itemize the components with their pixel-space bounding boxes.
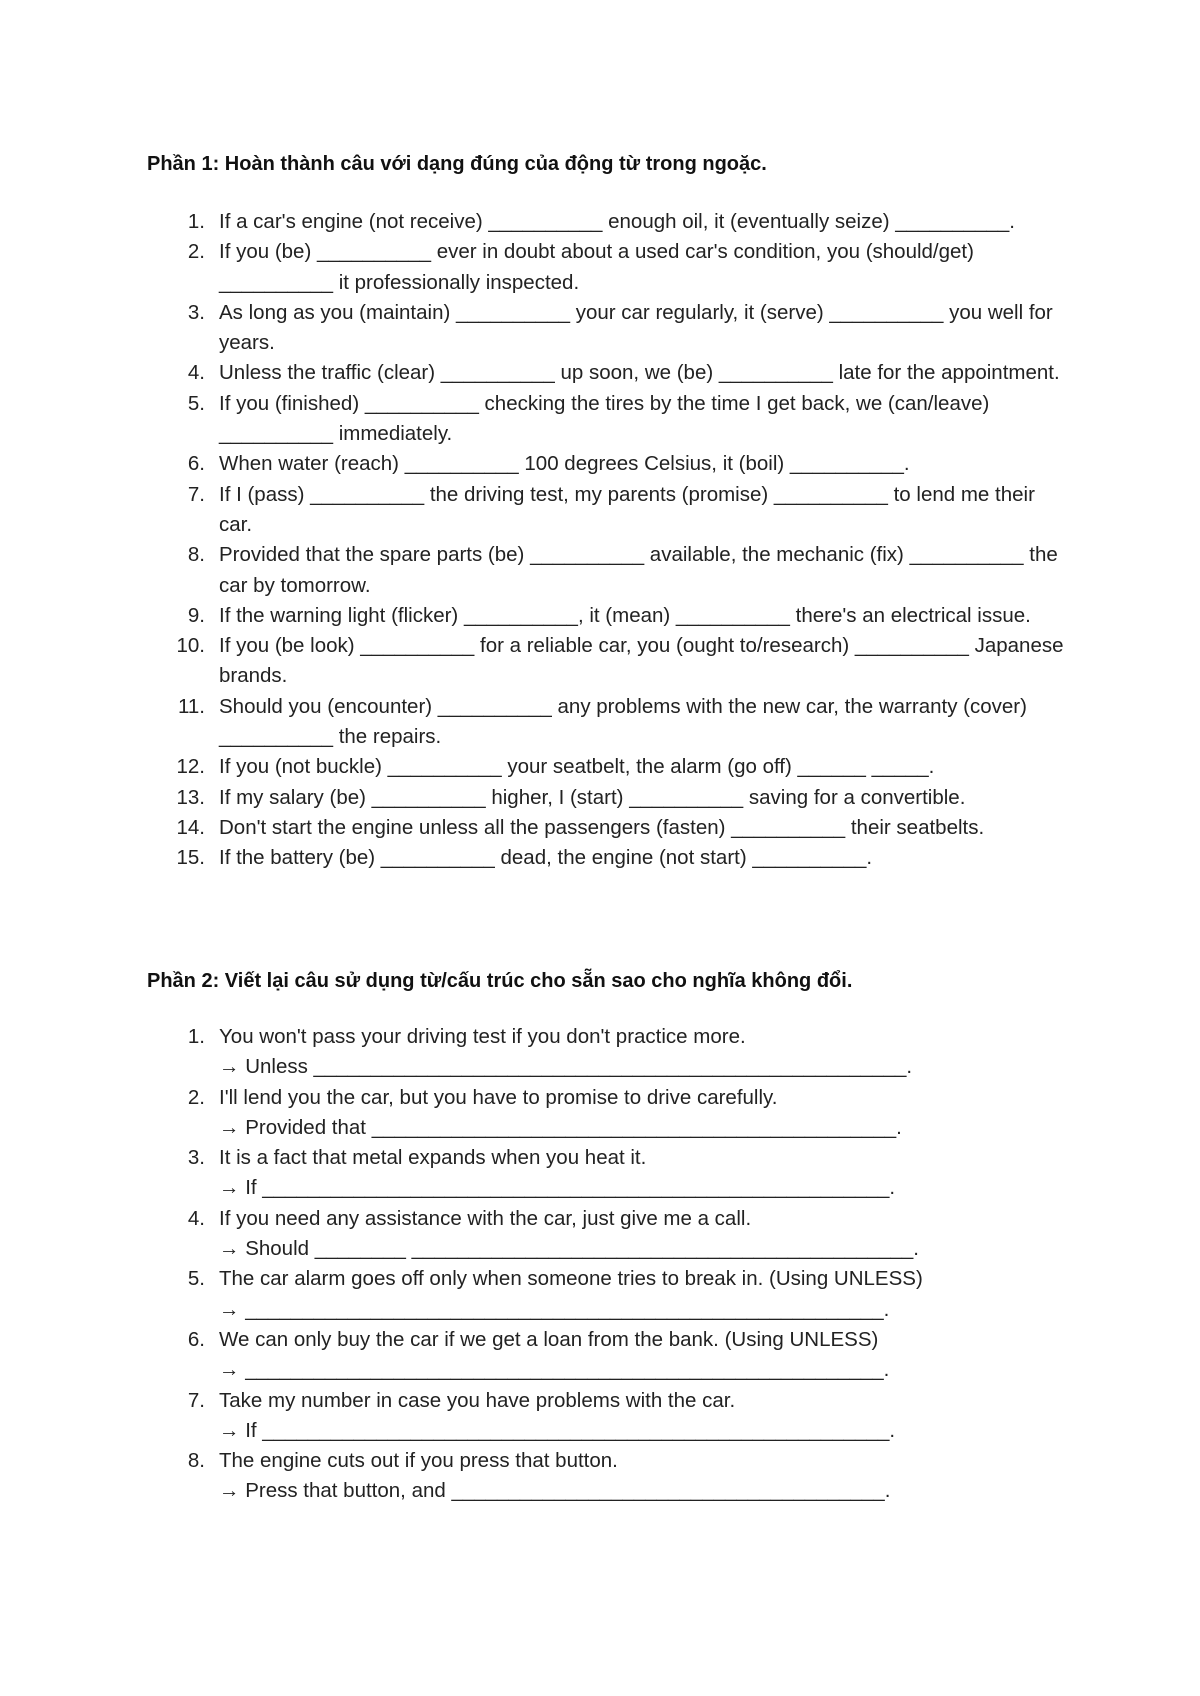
- part2-item-6: [147, 1325, 1067, 1386]
- item-answer-line: → ________________________________________________________.: [219, 1358, 890, 1382]
- item-sentence: You won't pass your driving test if you don't practice more.: [219, 1025, 746, 1048]
- part1-item-10: [147, 631, 1067, 692]
- part1-item-3: [147, 298, 1067, 359]
- item-answer-line: → Unless ____________________________________________________.: [219, 1055, 913, 1079]
- item-text: As long as you (maintain) __________ your car regularly, it (serve) __________ you well for years.: [219, 300, 1053, 355]
- part2-heading: Phần 2: Viết lại câu sử dụng từ/cấu trúc cho sẵn sao cho nghĩa không đổi.: [147, 970, 853, 992]
- item-text: If my salary (be) __________ higher, I (start) __________ saving for a convertible.: [219, 785, 966, 809]
- item-text: If you (finished) __________ checking the tires by the time I get back, we (can/leave) __________ immediately.: [219, 391, 990, 446]
- item-number: 4.: [187, 1206, 205, 1230]
- part2-item-3: [147, 1143, 1067, 1204]
- item-text: If you (be look) __________ for a reliable car, you (ought to/research) __________ Japanese brands.: [219, 634, 1064, 688]
- item-text: Don't start the engine unless all the passengers (fasten) __________ their seatbelts.: [219, 815, 985, 839]
- item-number: 1.: [187, 1025, 205, 1048]
- item-sentence: It is a fact that metal expands when you heat it.: [219, 1146, 647, 1170]
- item-number: 15.: [176, 846, 205, 870]
- item-sentence: I'll lend you the car, but you have to promise to drive carefully.: [219, 1085, 778, 1109]
- part1-item-4: [147, 358, 1067, 388]
- item-sentence: We can only buy the car if we get a loan from the bank. (Using UNLESS): [219, 1327, 879, 1351]
- item-text: If the warning light (flicker) __________, it (mean) __________ there's an electrical issue.: [219, 603, 1031, 627]
- part1-item-13: [147, 783, 1067, 813]
- item-number: 6.: [187, 452, 205, 476]
- item-answer-line: → Press that button, and ______________________________________.: [219, 1479, 891, 1503]
- item-text: Unless the traffic (clear) __________ up soon, we (be) __________ late for the appointment.: [219, 361, 1060, 385]
- part1-item-14: [147, 813, 1067, 843]
- item-sentence: The engine cuts out if you press that button.: [219, 1449, 618, 1473]
- item-number: 5.: [187, 391, 205, 415]
- item-number: 12.: [176, 755, 205, 779]
- item-answer-line: → ________________________________________________________.: [219, 1297, 890, 1321]
- part1-item-5: [147, 389, 1067, 450]
- item-number: 10.: [176, 634, 205, 658]
- item-sentence: If you need any assistance with the car, just give me a call.: [219, 1206, 752, 1230]
- item-text: If you (not buckle) __________ your seatbelt, the alarm (go off) ______ _____.: [219, 755, 935, 779]
- part1-item-15: [147, 843, 1067, 873]
- item-text: If I (pass) __________ the driving test, my parents (promise) __________ to lend me their car.: [219, 482, 1035, 536]
- part1-item-8: [147, 540, 1067, 601]
- item-text: If you (be) __________ ever in doubt about a used car's condition, you (should/get) __________ it professionally inspected.: [219, 240, 974, 294]
- item-number: 2.: [187, 1085, 205, 1109]
- item-number: 9.: [187, 603, 205, 627]
- item-text: Should you (encounter) __________ any problems with the new car, the warranty (cover) __________ the repairs.: [219, 694, 1027, 749]
- part2-item-7: [147, 1386, 1067, 1447]
- part1-item-2: [147, 237, 1067, 298]
- item-number: 3.: [187, 300, 205, 324]
- item-text: If the battery (be) __________ dead, the engine (not start) __________.: [219, 846, 873, 870]
- item-number: 3.: [187, 1146, 205, 1170]
- item-number: 6.: [187, 1327, 205, 1351]
- item-answer-line: → Should ________ ____________________________________________.: [219, 1237, 919, 1261]
- item-number: 11.: [178, 694, 205, 718]
- part1-item-9: [147, 601, 1067, 631]
- part2-item-8: [147, 1446, 1067, 1507]
- part1-item-11: [147, 692, 1067, 753]
- item-number: 8.: [187, 1449, 205, 1473]
- item-number: 7.: [187, 482, 205, 506]
- part2-item-4: [147, 1204, 1067, 1265]
- item-sentence: Take my number in case you have problems with the car.: [219, 1388, 736, 1412]
- item-number: 4.: [187, 361, 205, 385]
- part2-item-1: [147, 1022, 1067, 1083]
- item-number: 5.: [187, 1267, 205, 1291]
- item-number: 8.: [187, 543, 205, 567]
- part1-item-1: [147, 207, 1067, 237]
- part1-item-6: [147, 449, 1067, 479]
- part1-exercise-list: [147, 207, 1067, 874]
- part2-item-5: [147, 1264, 1067, 1325]
- item-sentence: The car alarm goes off only when someone tries to break in. (Using UNLESS): [219, 1267, 923, 1291]
- item-text: When water (reach) __________ 100 degrees Celsius, it (boil) __________.: [219, 452, 910, 476]
- item-answer-line: → If _______________________________________________________.: [219, 1418, 896, 1442]
- item-number: 7.: [187, 1388, 205, 1412]
- part2-exercise-list: [147, 1022, 1067, 1507]
- part1-heading: Phần 1: Hoàn thành câu với dạng đúng của động từ trong ngoặc.: [147, 153, 767, 175]
- item-number: 1.: [187, 210, 205, 233]
- item-text: If a car's engine (not receive) __________ enough oil, it (eventually seize) __________.: [219, 210, 1015, 233]
- item-answer-line: → Provided that ______________________________________________.: [219, 1115, 902, 1139]
- part2-item-2: [147, 1083, 1067, 1144]
- item-answer-line: → If _______________________________________________________.: [219, 1176, 896, 1200]
- part1-item-7: [147, 480, 1067, 541]
- part1-item-12: [147, 752, 1067, 782]
- item-text: Provided that the spare parts (be) __________ available, the mechanic (fix) __________ the car by tomorrow.: [219, 543, 1058, 597]
- item-number: 13.: [176, 785, 205, 809]
- item-number: 14.: [176, 815, 205, 839]
- item-number: 2.: [187, 240, 205, 264]
